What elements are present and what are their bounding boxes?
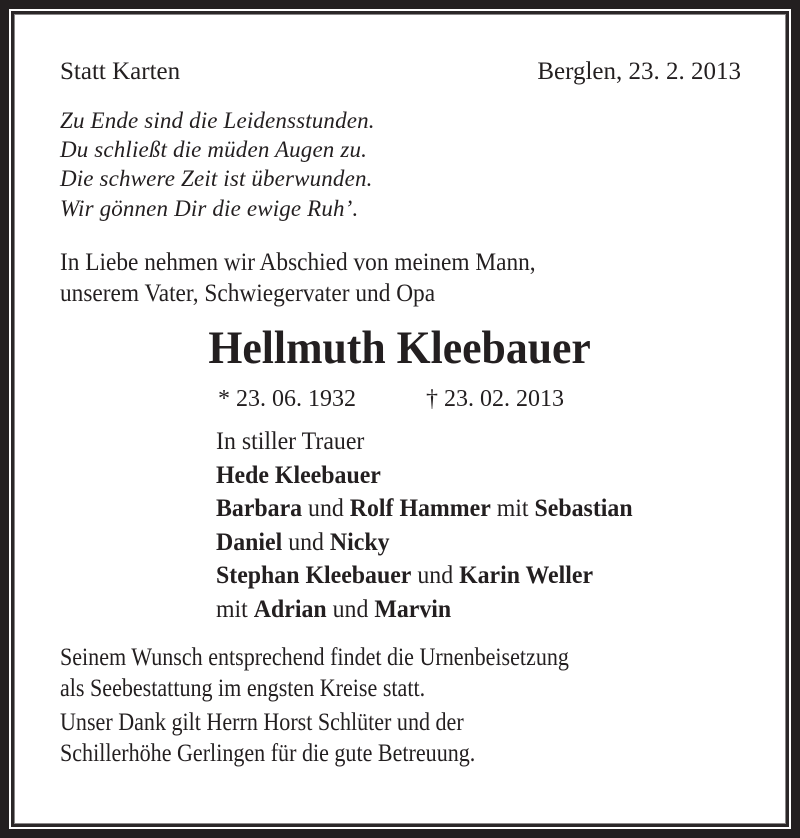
mourner-name: Karin Weller: [459, 560, 594, 590]
mourner-line: [216, 458, 633, 492]
mourners-list: [216, 424, 662, 626]
intro-line: In Liebe nehmen wir Abschied von meinem Mann,: [60, 247, 536, 276]
connector-text: und: [411, 560, 460, 590]
mourner-name: Adrian: [253, 593, 327, 623]
mourner-name: Barbara: [216, 493, 303, 523]
mourner-name: Hede Kleebauer: [216, 459, 381, 489]
mourner-name: Rolf Hammer: [349, 493, 491, 523]
poem-line: Die schwere Zeit ist überwunden.: [60, 166, 373, 192]
mourners-heading: In stiller Trauer: [216, 426, 365, 455]
mourner-name: Marvin: [374, 593, 452, 623]
deceased-name: [0, 320, 800, 376]
connector-text: und: [326, 593, 375, 623]
mourner-name: Sebastian: [534, 493, 633, 523]
connector-text: und: [302, 493, 350, 523]
mourner-name: Daniel: [216, 526, 283, 556]
poem-line: Du schließt die müden Augen zu.: [60, 137, 368, 163]
poem-line: Wir gönnen Dir die ewige Ruh’.: [60, 195, 359, 221]
connector-text: und: [282, 526, 330, 556]
thanks-note-line: Unser Dank gilt Herrn Horst Schlüter und der: [60, 707, 464, 736]
header-place-date: Berglen, 23. 2. 2013: [537, 58, 741, 85]
mourner-line: [216, 592, 633, 626]
mourner-line: [216, 525, 633, 559]
thanks-note-line: Schillerhöhe Gerlingen für die gute Betreuung.: [60, 738, 476, 767]
connector-text: mit: [216, 593, 254, 623]
burial-note-line: als Seebestattung im engsten Kreise statt.: [60, 673, 426, 702]
intro-line: unserem Vater, Schwiegervater und Opa: [60, 278, 436, 307]
deceased-name-text: Hellmuth Kleebauer: [208, 322, 592, 374]
burial-note-line: Seinem Wunsch entsprechend findet die Urnenbeisetzung: [60, 642, 569, 671]
header-statt-karten: Statt Karten: [60, 58, 181, 85]
mourner-name: Nicky: [329, 526, 390, 556]
closing-text: [60, 641, 648, 768]
mourner-line: [216, 558, 633, 592]
birth-date: * 23. 06. 1932: [218, 386, 356, 412]
poem-line: Zu Ende sind die Leidensstunden.: [60, 108, 375, 133]
mourner-line: [216, 491, 633, 525]
intro-text: [60, 246, 580, 308]
connector-text: mit: [490, 493, 535, 523]
mourner-name: Stephan Kleebauer: [216, 560, 412, 590]
poem-verse: [60, 106, 375, 223]
death-date: † 23. 02. 2013: [426, 386, 564, 412]
